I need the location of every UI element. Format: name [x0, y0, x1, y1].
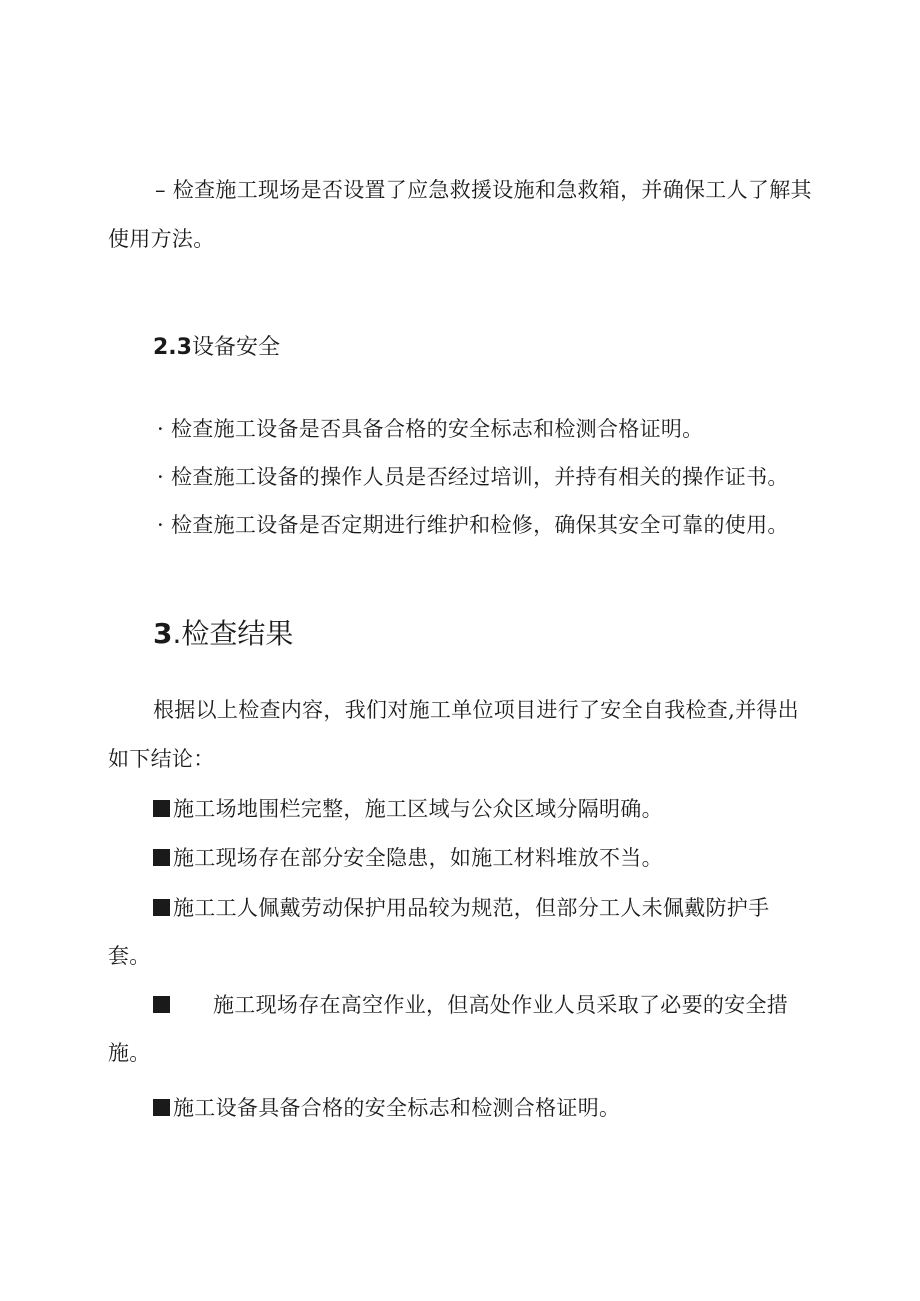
conclusion-item [153, 794, 663, 824]
conclusion-continuation: 施。 [108, 1041, 151, 1065]
section-title: 设备安全 [191, 335, 280, 360]
conclusion-text: 施工现场存在部分安全隐患，如施工材料堆放不当。 [173, 846, 663, 870]
bullet-marker: · [157, 513, 164, 537]
bullet-marker: · [157, 417, 164, 441]
conclusion-item [153, 893, 769, 923]
dash-marker: – [155, 178, 166, 202]
list-item-text: 检查施工设备的操作人员是否经过培训，并持有相关的操作证书。 [170, 465, 789, 489]
section-number: 3 [153, 617, 173, 650]
list-item-text: 检查施工设备是否具备合格的安全标志和检测合格证明。 [170, 417, 704, 441]
conclusion-item [153, 990, 788, 1020]
intro-paragraph-line: 根据以上检查内容，我们对施工单位项目进行了安全自我检查,并得出 [153, 698, 799, 722]
section-title: .检查结果 [172, 617, 294, 650]
section-heading-2-3 [153, 333, 280, 363]
bullet-marker: · [157, 465, 164, 489]
list-item-text: 检查施工现场是否设置了应急救援设施和急救箱，并确保工人了解其 [172, 178, 812, 202]
square-bullet-icon [153, 996, 170, 1013]
list-item-continuation: 使用方法。 [108, 227, 215, 251]
bullet-list-item [157, 510, 789, 540]
bullet-list-item [157, 414, 703, 444]
conclusion-continuation: 套。 [108, 944, 151, 968]
square-bullet-icon [153, 849, 170, 866]
square-bullet-icon [153, 1099, 170, 1116]
conclusion-text: 施工现场存在高空作业，但高处作业人员采取了必要的安全措 [213, 993, 789, 1017]
section-number: 2.3 [153, 335, 192, 360]
conclusion-item [153, 1093, 620, 1123]
conclusion-item [153, 843, 663, 873]
square-bullet-icon [153, 899, 170, 916]
list-item-text: 检查施工设备是否定期进行维护和检修，确保其安全可靠的使用。 [170, 513, 789, 537]
section-heading-3 [153, 616, 293, 652]
conclusion-text: 施工设备具备合格的安全标志和检测合格证明。 [173, 1096, 621, 1120]
conclusion-text: 施工工人佩戴劳动保护用品较为规范，但部分工人未佩戴防护手 [173, 896, 770, 920]
bullet-list-item [157, 462, 789, 492]
conclusion-text: 施工场地围栏完整，施工区域与公众区域分隔明确。 [173, 797, 663, 821]
square-bullet-icon [153, 800, 170, 817]
dash-list-item [155, 175, 812, 205]
intro-paragraph-line: 如下结论： [108, 747, 215, 771]
